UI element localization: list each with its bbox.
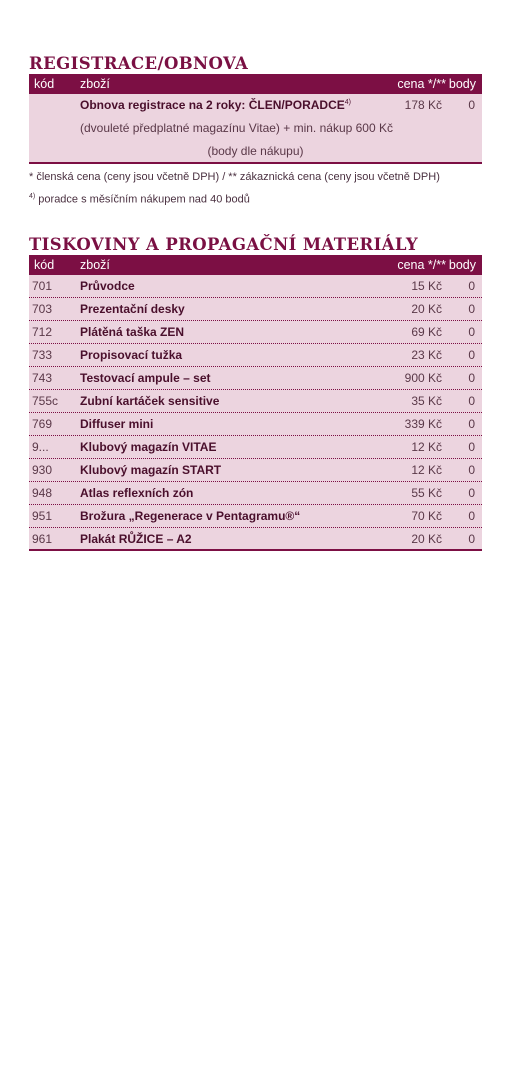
advisor-footnote-sup: 4)	[29, 193, 36, 200]
row-code: 951	[32, 509, 53, 523]
registration-points-note: (body dle nákupu)	[207, 144, 304, 158]
row-item: Plakát RŮŽICE – A2	[80, 532, 192, 546]
table-row	[29, 321, 482, 344]
row-points: 0	[468, 463, 475, 477]
row-points: 0	[468, 279, 475, 293]
row-code: 930	[32, 463, 53, 477]
table-row	[29, 482, 482, 505]
table-row	[29, 459, 482, 482]
row-price: 339 Kč	[404, 417, 442, 431]
row-points: 0	[468, 371, 475, 385]
header-code: kód	[34, 77, 55, 91]
row-code: 948	[32, 486, 53, 500]
row-points: 0	[468, 509, 475, 523]
header-price: cena */**	[397, 77, 446, 91]
table-row	[29, 344, 482, 367]
table-row	[29, 367, 482, 390]
row-item: Testovací ampule – set	[80, 371, 211, 385]
row-code: 9...	[32, 440, 49, 454]
row-points: 0	[468, 440, 475, 454]
row-price: 12 Kč	[411, 440, 442, 454]
row-points: 0	[468, 348, 475, 362]
registration-title: REGISTRACE/OBNOVA	[29, 54, 249, 73]
row-item: Brožura „Regenerace v Pentagramu®“	[80, 509, 301, 523]
row-item: Plátěná taška ZEN	[80, 325, 185, 339]
registration-price: 178 Kč	[404, 98, 442, 112]
row-price: 35 Kč	[411, 394, 442, 408]
row-code: 755c	[32, 394, 59, 408]
header-code: kód	[34, 258, 55, 272]
printed-materials-title: TISKOVINY A PROPAGAČNÍ MATERIÁLY	[29, 235, 419, 254]
printed-table-header	[29, 255, 482, 275]
row-code: 701	[32, 279, 53, 293]
table-row	[29, 505, 482, 528]
row-item: Klubový magazín START	[80, 463, 222, 477]
row-points: 0	[468, 417, 475, 431]
registration-description: (dvouleté předplatné magazínu Vitae) + min. nákup 600 Kč	[80, 121, 393, 135]
row-item: Prezentační desky	[80, 302, 185, 316]
header-item: zboží	[80, 258, 110, 272]
row-code: 961	[32, 532, 53, 546]
advisor-footnote	[29, 187, 482, 210]
row-price: 900 Kč	[404, 371, 442, 385]
row-code: 743	[32, 371, 53, 385]
printed-table-body	[29, 275, 482, 551]
row-price: 70 Kč	[411, 509, 442, 523]
printed-materials-section	[29, 235, 482, 551]
header-price: cena */**	[397, 258, 446, 272]
row-price: 23 Kč	[411, 348, 442, 362]
registration-section	[29, 54, 482, 210]
header-points: body	[448, 77, 476, 91]
registration-item-name: Obnova registrace na 2 roky: ČLEN/PORADCE	[80, 98, 345, 112]
row-item: Propisovací tužka	[80, 348, 183, 362]
row-price: 55 Kč	[411, 486, 442, 500]
row-price: 20 Kč	[411, 302, 442, 316]
advisor-footnote-text: poradce s měsíčním nákupem nad 40 bodů	[35, 193, 250, 206]
table-row	[29, 275, 482, 298]
row-price: 15 Kč	[411, 279, 442, 293]
row-item: Zubní kartáček sensitive	[80, 394, 220, 408]
row-item: Atlas reflexních zón	[80, 486, 194, 500]
table-row	[29, 528, 482, 551]
header-item: zboží	[80, 77, 110, 91]
row-points: 0	[468, 325, 475, 339]
row-code: 712	[32, 325, 53, 339]
table-row	[29, 298, 482, 321]
registration-table-header	[29, 74, 482, 94]
row-item: Diffuser mini	[80, 417, 154, 431]
table-row	[29, 436, 482, 459]
row-price: 20 Kč	[411, 532, 442, 546]
registration-points: 0	[468, 98, 475, 112]
header-points: body	[448, 258, 476, 272]
row-code: 703	[32, 302, 53, 316]
row-code: 733	[32, 348, 53, 362]
row-code: 769	[32, 417, 53, 431]
row-points: 0	[468, 532, 475, 546]
row-points: 0	[468, 394, 475, 408]
registration-item	[80, 98, 351, 112]
row-points: 0	[468, 302, 475, 316]
price-footnote: * členská cena (ceny jsou včetně DPH) / ** zákaznická cena (ceny jsou včetně DPH)	[29, 171, 440, 183]
row-item: Klubový magazín VITAE	[80, 440, 217, 454]
table-row	[29, 390, 482, 413]
row-price: 12 Kč	[411, 463, 442, 477]
registration-row	[29, 94, 482, 164]
registration-item-sup: 4)	[344, 99, 351, 106]
table-row	[29, 413, 482, 436]
row-item: Průvodce	[80, 279, 135, 293]
row-points: 0	[468, 486, 475, 500]
row-price: 69 Kč	[411, 325, 442, 339]
